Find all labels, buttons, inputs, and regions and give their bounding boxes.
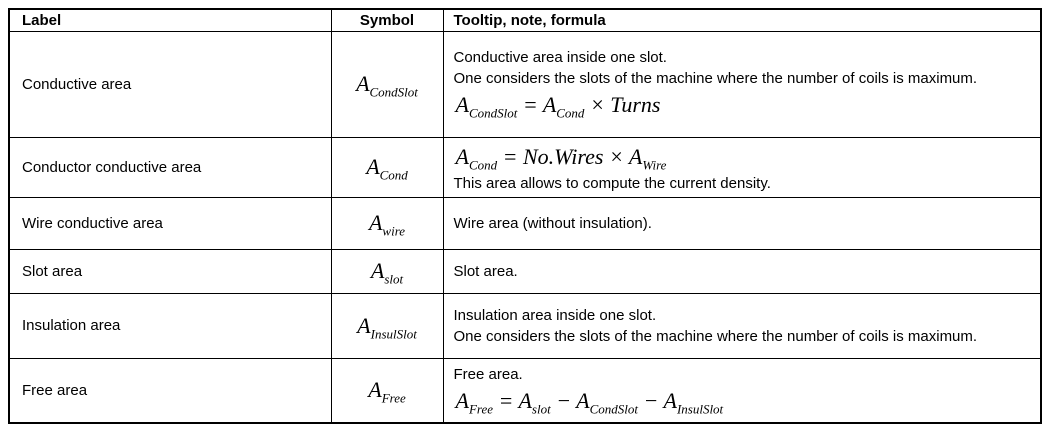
formula-variable: $A_{CondSlot}$: [455, 92, 518, 121]
column-header-tooltip: Tooltip, note, formula: [443, 9, 1041, 31]
row-symbol: [331, 293, 443, 358]
formula-variable: $A_{CondSlot}$: [576, 387, 639, 417]
formula-variable: $A_{Wire}$: [628, 143, 667, 172]
symbol-math: [357, 312, 417, 341]
formula-variable: $A_{Cond}$: [366, 154, 408, 183]
note-text: This area allows to compute the current density.: [453, 174, 771, 192]
table-row: [9, 137, 1041, 197]
row-label: Conductive area: [9, 31, 331, 137]
note-text: One considers the slots of the machine where the number of coils is maximum.: [453, 327, 978, 345]
row-label: Insulation area: [9, 293, 331, 358]
row-tooltip-content: [443, 293, 1041, 358]
row-symbol: [331, 358, 443, 423]
symbol-math: [356, 71, 418, 100]
row-label: Wire conductive area: [9, 197, 331, 249]
row-symbol: [331, 137, 443, 197]
formula: [454, 141, 1033, 173]
row-tooltip-content: [443, 358, 1041, 423]
row-label: Slot area: [9, 249, 331, 293]
note-text: Free area.: [453, 365, 523, 383]
row-tooltip-content: [443, 137, 1041, 197]
symbol-math: [368, 210, 406, 239]
formula-token: Turns: [610, 92, 661, 117]
formula-token: =: [517, 92, 543, 117]
note-text: Insulation area inside one slot.: [453, 306, 657, 324]
header-row: [9, 9, 1041, 31]
formula-token: −: [638, 387, 664, 413]
symbol-math: [368, 377, 406, 406]
note-text: Slot area.: [453, 262, 518, 280]
formula-token: −: [550, 387, 577, 413]
row-label: Free area: [9, 358, 331, 423]
row-tooltip-content: [443, 197, 1041, 249]
formula-variable: $A_{slot}$: [370, 258, 404, 287]
formula-variable: $A_{Cond}$: [542, 92, 585, 121]
formula-variable: $A_{Cond}$: [455, 143, 498, 172]
row-tooltip-content: [443, 31, 1041, 137]
note-text: Conductive area inside one slot.: [453, 49, 667, 66]
formula-token: ×: [584, 92, 611, 117]
formula-variable: $A_{InsulSlot}$: [663, 387, 724, 417]
formula-variable: $A_{slot}$: [518, 387, 551, 417]
table-header: [9, 9, 1041, 31]
column-header-label: Label: [9, 9, 331, 31]
formula: [454, 89, 1033, 121]
formula: [454, 385, 1033, 417]
row-label: Conductor conductive area: [9, 137, 331, 197]
formula-token: =: [493, 387, 519, 413]
row-tooltip-content: [443, 249, 1041, 293]
parameters-table: [8, 8, 1042, 424]
row-symbol: [331, 249, 443, 293]
symbol-math: [366, 154, 408, 183]
formula-variable: $A_{Free}$: [455, 387, 494, 417]
formula-variable: $A_{CondSlot}$: [356, 71, 418, 100]
table-row: [9, 358, 1041, 423]
formula-token: ×: [603, 143, 629, 169]
row-symbol: [331, 31, 443, 137]
table-row: [9, 31, 1041, 137]
note-text: Wire area (without insulation).: [453, 214, 652, 232]
table-row: [9, 249, 1041, 293]
table-body: [9, 31, 1041, 423]
symbol-math: [370, 258, 404, 287]
formula-variable: $A_{wire}$: [368, 210, 406, 239]
formula-token: No.Wires: [522, 143, 604, 169]
formula-token: =: [497, 143, 523, 169]
column-header-symbol: Symbol: [331, 9, 443, 31]
row-symbol: [331, 197, 443, 249]
note-text: One considers the slots of the machine where the number of coils is maximum.: [453, 70, 978, 87]
formula-variable: $A_{Free}$: [368, 377, 406, 406]
table-row: [9, 197, 1041, 249]
table-row: [9, 293, 1041, 358]
formula-variable: $A_{InsulSlot}$: [357, 312, 417, 341]
